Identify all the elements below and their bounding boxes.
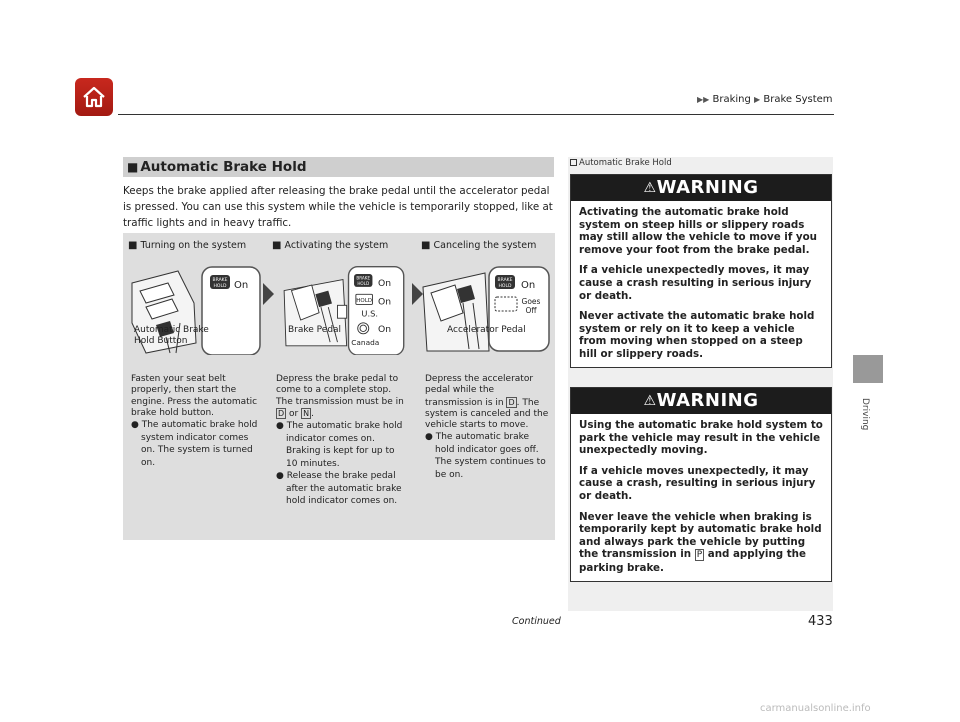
brake-pedal-illustration <box>273 263 413 355</box>
note-marker-icon <box>570 159 577 166</box>
watermark: carmanualsonline.info <box>760 703 871 714</box>
bullet-item: ● The automatic brake hold system indicator comes on. The system is turned on. <box>131 420 258 468</box>
section-intro: Keeps the brake applied after releasing the brake pedal until the accelerator pedal is pressed. You can use this system while the vehicle is temporarily stopped, like at traffic lights and in heavy traffic. <box>123 185 553 229</box>
bullet-item: ● The automatic brake hold indicator comes on. Braking is kept for up to 10 minutes. <box>276 421 403 469</box>
square-bullet-icon: ■ <box>272 240 282 251</box>
breadcrumb-item-braking[interactable]: Braking <box>712 94 751 105</box>
page-number: 433 <box>808 614 833 629</box>
indicator-on-label: On <box>377 296 392 308</box>
header-divider <box>118 114 834 115</box>
accelerator-pedal-caption: Accelerator Pedal <box>447 325 526 335</box>
square-bullet-icon: ■ <box>421 240 431 251</box>
square-bullet-icon: ■ <box>128 240 138 251</box>
step-activating-text: Depress the brake pedal to come to a complete stop. The transmission must be in D or N . ● The automatic brake hold indicator comes on. Braking is kept for up to 10 minutes. ● Release the brake pedal after the automatic brake hold indicator comes on. <box>276 374 408 508</box>
gear-p-icon: P <box>696 550 703 561</box>
gear-d-icon: D <box>278 408 285 418</box>
breadcrumb-item-brake-system[interactable]: Brake System <box>763 94 833 105</box>
indicator-goes-label: Goes <box>521 297 541 306</box>
indicator-on-label: On <box>377 324 392 335</box>
brake-hold-icon-text: HOLD <box>213 284 227 289</box>
continued-label: Continued <box>512 616 561 627</box>
home-button[interactable] <box>75 78 113 116</box>
indicator-off-label: Off <box>525 306 537 315</box>
breadcrumb-arrow-icon: ▶ <box>754 95 761 104</box>
step-heading: ■ Turning on the system <box>128 240 247 251</box>
step-canceling-text: Depress the accelerator pedal while the transmission is in D . The system is canceled and the vehicle starts to move. ● The automatic brake hold indicator goes off. The system continues to be on. <box>425 374 549 480</box>
automatic-brake-hold-button-caption: Automatic Brake Hold Button <box>134 325 209 346</box>
chapter-tab[interactable] <box>853 355 883 383</box>
breadcrumb <box>697 94 833 105</box>
brake-hold-icon-text: HOLD <box>498 284 512 289</box>
steps-panel <box>123 233 555 540</box>
brake-hold-icon-text: BRAKE <box>497 278 513 283</box>
breadcrumb-arrow-icon: ▶▶ <box>697 95 710 104</box>
warning-header: ⚠WARNING <box>571 175 831 201</box>
section-title: Automatic Brake Hold <box>140 159 307 175</box>
accelerator-pedal-illustration <box>419 263 553 355</box>
section-square-icon: ■ <box>127 160 139 174</box>
gear-d-icon: D <box>508 397 515 407</box>
step-activating <box>272 233 388 251</box>
brake-hold-icon-text: BRAKE <box>212 278 228 283</box>
section-title-bar <box>123 157 554 177</box>
step-turning-on <box>128 233 246 251</box>
step-heading: ■ Canceling the system <box>421 240 537 251</box>
region-canada-label: Canada <box>351 337 380 347</box>
step-turning-on-text: Fasten your seat belt properly, then start the engine. Press the automatic brake hold button. ● The automatic brake hold system indicator comes on. The system is turned on. <box>131 374 258 468</box>
indicator-on-label: On <box>234 280 249 291</box>
warning-box-1 <box>570 174 832 368</box>
home-icon <box>81 85 107 109</box>
bullet-item: ● The automatic brake hold indicator goes off. The system continues to be on. <box>425 432 546 480</box>
warning-header: ⚠WARNING <box>571 388 831 414</box>
indicator-on-label: On <box>377 278 392 289</box>
warning-triangle-icon: ⚠ <box>643 393 657 409</box>
step-canceling <box>421 233 536 251</box>
warning-triangle-icon: ⚠ <box>643 180 657 196</box>
note-heading: Automatic Brake Hold <box>570 158 672 168</box>
hold-icon-text: HOLD <box>356 298 373 305</box>
brake-pedal-caption: Brake Pedal <box>288 325 342 335</box>
warning-body: Using the automatic brake hold system to park the vehicle may result in the vehicle unexpectedly moving. If a vehicle moves unexpectedly, it may cause a crash, resulting in serious injury or death. Never leave the vehicle when braking is temporarily kept by automatic brake hold and always park the vehicle by putting the transmission in P and applying the parking brake. <box>579 419 823 574</box>
indicator-on-label: On <box>521 280 536 291</box>
step-heading: ■ Activating the system <box>272 240 389 251</box>
brake-hold-icon-text: BRAKE <box>356 275 371 281</box>
chapter-tab-label: Driving <box>860 398 870 431</box>
region-us-label: U.S. <box>361 308 378 319</box>
warning-box-2 <box>570 387 832 582</box>
bullet-item: ● Release the brake pedal after the automatic brake hold indicator comes on. <box>276 471 402 507</box>
brake-hold-icon-text: HOLD <box>357 281 370 287</box>
gear-n-icon: N <box>303 408 310 418</box>
warning-body: Activating the automatic brake hold system on steep hills or slippery roads may still allow the vehicle to move if you remove your foot from the brake pedal. If a vehicle unexpectedly moves, it may cause a crash resulting in serious injury or death. Never activate the automatic brake hold system or rely on it to keep a vehicle from moving when stopped on a steep hill or slippery roads. <box>579 206 818 360</box>
